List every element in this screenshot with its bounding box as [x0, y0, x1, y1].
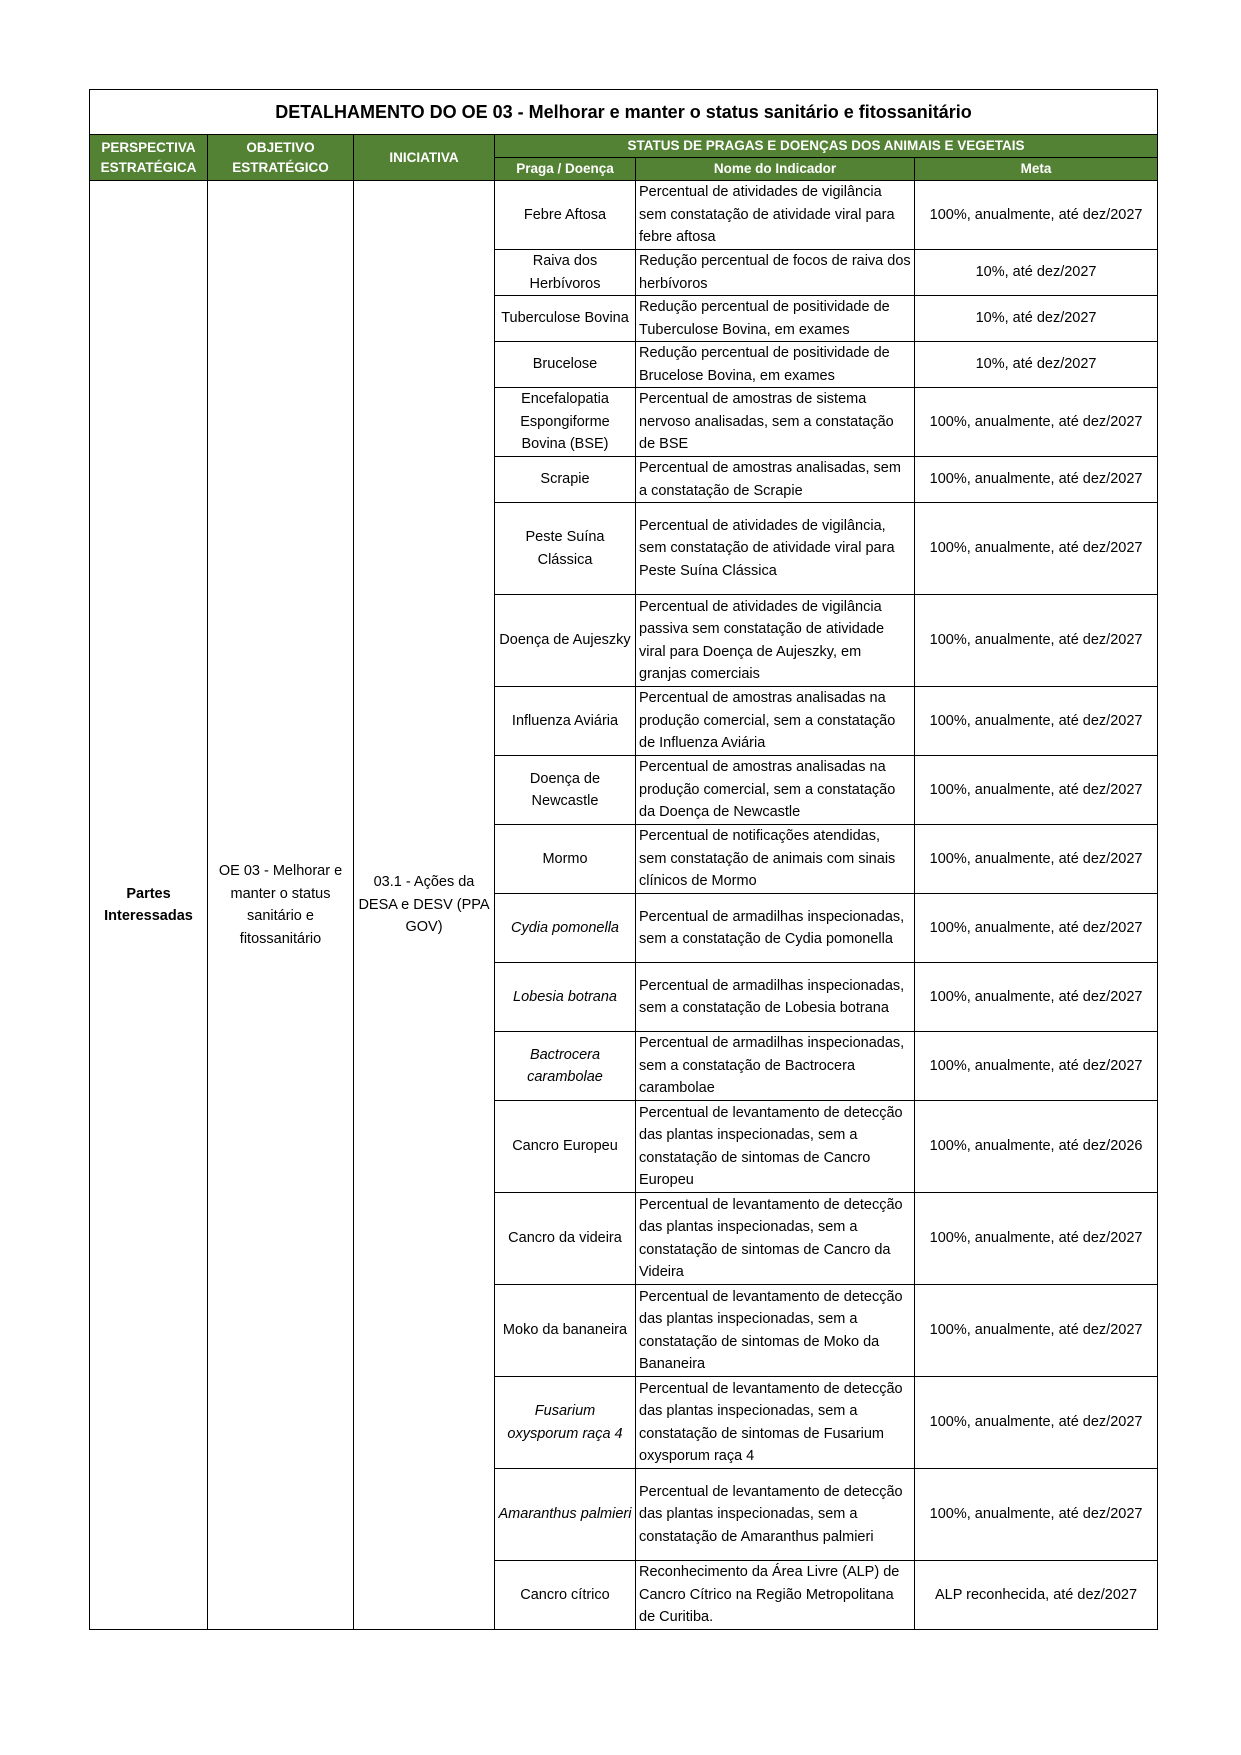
indicador-cell: Percentual de amostras analisadas na produção comercial, sem a constatação de Influenza Aviária [636, 687, 915, 756]
meta-cell: 100%, anualmente, até dez/2027 [915, 963, 1158, 1032]
meta-cell: 100%, anualmente, até dez/2027 [915, 894, 1158, 963]
meta-cell: 10%, até dez/2027 [915, 296, 1158, 342]
praga-cell: Raiva dos Herbívoros [495, 250, 636, 296]
indicador-cell: Percentual de levantamento de detecção das plantas inspecionadas, sem a constatação de sintomas de Moko da Bananeira [636, 1285, 915, 1377]
praga-cell: Febre Aftosa [495, 181, 636, 250]
meta-cell: 100%, anualmente, até dez/2027 [915, 388, 1158, 457]
praga-cell: Influenza Aviária [495, 687, 636, 756]
indicador-cell: Percentual de amostras analisadas, sem a constatação de Scrapie [636, 457, 915, 503]
indicador-cell: Percentual de atividades de vigilância passiva sem constatação de atividade viral para Doença de Aujeszky, em granjas comerciais [636, 595, 915, 687]
meta-cell: 100%, anualmente, até dez/2027 [915, 825, 1158, 894]
praga-cell: Brucelose [495, 342, 636, 388]
oe03-table [89, 89, 1158, 1630]
meta-cell: 100%, anualmente, até dez/2027 [915, 595, 1158, 687]
table-row [90, 181, 1158, 250]
table-title: DETALHAMENTO DO OE 03 - Melhorar e manter o status sanitário e fitossanitário [90, 90, 1158, 135]
meta-cell: 100%, anualmente, até dez/2027 [915, 1469, 1158, 1561]
indicador-cell: Redução percentual de positividade de Tuberculose Bovina, em exames [636, 296, 915, 342]
praga-cell: Fusarium oxysporum raça 4 [495, 1377, 636, 1469]
document-page [89, 89, 1157, 1630]
praga-cell: Scrapie [495, 457, 636, 503]
praga-cell: Cancro cítrico [495, 1561, 636, 1630]
meta-cell: 100%, anualmente, até dez/2027 [915, 1285, 1158, 1377]
praga-cell: Peste Suína Clássica [495, 503, 636, 595]
header-iniciativa: INICIATIVA [354, 135, 495, 181]
header-objetivo: OBJETIVO ESTRATÉGICO [208, 135, 354, 181]
meta-cell: 100%, anualmente, até dez/2027 [915, 1377, 1158, 1469]
table-body [90, 181, 1158, 1630]
indicador-cell: Percentual de amostras de sistema nervoso analisadas, sem a constatação de BSE [636, 388, 915, 457]
perspectiva-cell: Partes Interessadas [90, 181, 208, 1630]
praga-cell: Amaranthus palmieri [495, 1469, 636, 1561]
header-praga: Praga / Doença [495, 158, 636, 181]
praga-cell: Moko da bananeira [495, 1285, 636, 1377]
indicador-cell: Percentual de levantamento de detecção das plantas inspecionadas, sem a constatação de sintomas de Fusarium oxysporum raça 4 [636, 1377, 915, 1469]
indicador-cell: Percentual de atividades de vigilância sem constatação de atividade viral para febre aftosa [636, 181, 915, 250]
praga-cell: Cancro da videira [495, 1193, 636, 1285]
indicador-cell: Reconhecimento da Área Livre (ALP) de Cancro Cítrico na Região Metropolitana de Curitiba. [636, 1561, 915, 1630]
header-meta: Meta [915, 158, 1158, 181]
praga-cell: Doença de Newcastle [495, 756, 636, 825]
indicador-cell: Redução percentual de positividade de Brucelose Bovina, em exames [636, 342, 915, 388]
praga-cell: Encefalopatia Espongiforme Bovina (BSE) [495, 388, 636, 457]
indicador-cell: Percentual de atividades de vigilância, sem constatação de atividade viral para Peste Suína Clássica [636, 503, 915, 595]
iniciativa-cell: 03.1 - Ações da DESA e DESV (PPA GOV) [354, 181, 495, 1630]
praga-cell: Cydia pomonella [495, 894, 636, 963]
header-indicador: Nome do Indicador [636, 158, 915, 181]
indicador-cell: Percentual de amostras analisadas na produção comercial, sem a constatação da Doença de Newcastle [636, 756, 915, 825]
indicador-cell: Percentual de armadilhas inspecionadas, sem a constatação de Cydia pomonella [636, 894, 915, 963]
praga-cell: Bactrocera carambolae [495, 1032, 636, 1101]
header-perspectiva: PERSPECTIVA ESTRATÉGICA [90, 135, 208, 181]
praga-cell: Cancro Europeu [495, 1101, 636, 1193]
meta-cell: 100%, anualmente, até dez/2026 [915, 1101, 1158, 1193]
indicador-cell: Percentual de notificações atendidas, sem constatação de animais com sinais clínicos de Mormo [636, 825, 915, 894]
praga-cell: Lobesia botrana [495, 963, 636, 1032]
meta-cell: 10%, até dez/2027 [915, 342, 1158, 388]
meta-cell: 100%, anualmente, até dez/2027 [915, 1032, 1158, 1101]
indicador-cell: Percentual de armadilhas inspecionadas, sem a constatação de Lobesia botrana [636, 963, 915, 1032]
meta-cell: 10%, até dez/2027 [915, 250, 1158, 296]
indicador-cell: Percentual de armadilhas inspecionadas, sem a constatação de Bactrocera carambolae [636, 1032, 915, 1101]
meta-cell: 100%, anualmente, até dez/2027 [915, 687, 1158, 756]
meta-cell: 100%, anualmente, até dez/2027 [915, 181, 1158, 250]
praga-cell: Mormo [495, 825, 636, 894]
meta-cell: 100%, anualmente, até dez/2027 [915, 457, 1158, 503]
objetivo-cell: OE 03 - Melhorar e manter o status sanitário e fitossanitário [208, 181, 354, 1630]
indicador-cell: Percentual de levantamento de detecção das plantas inspecionadas, sem a constatação de sintomas de Cancro da Videira [636, 1193, 915, 1285]
meta-cell: 100%, anualmente, até dez/2027 [915, 1193, 1158, 1285]
meta-cell: 100%, anualmente, até dez/2027 [915, 503, 1158, 595]
praga-cell: Tuberculose Bovina [495, 296, 636, 342]
header-status: STATUS DE PRAGAS E DOENÇAS DOS ANIMAIS E VEGETAIS [495, 135, 1158, 158]
indicador-cell: Redução percentual de focos de raiva dos herbívoros [636, 250, 915, 296]
indicador-cell: Percentual de levantamento de detecção das plantas inspecionadas, sem a constatação de sintomas de Cancro Europeu [636, 1101, 915, 1193]
meta-cell: 100%, anualmente, até dez/2027 [915, 756, 1158, 825]
praga-cell: Doença de Aujeszky [495, 595, 636, 687]
indicador-cell: Percentual de levantamento de detecção das plantas inspecionadas, sem a constatação de Amaranthus palmieri [636, 1469, 915, 1561]
meta-cell: ALP reconhecida, até dez/2027 [915, 1561, 1158, 1630]
